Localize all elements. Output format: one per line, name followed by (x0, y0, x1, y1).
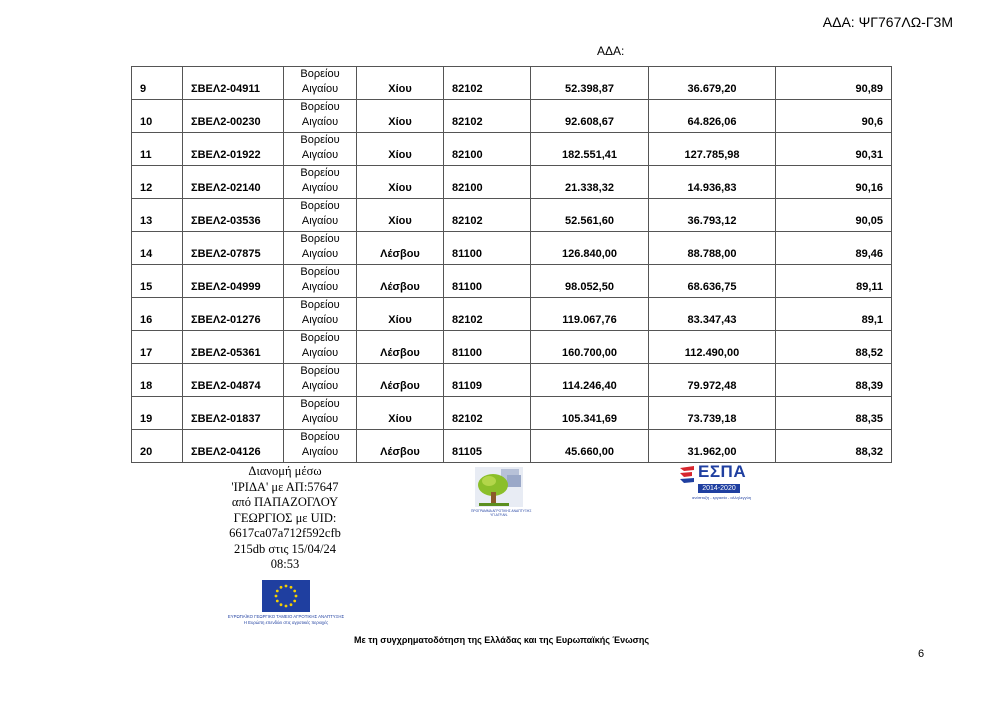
region-line: Βορείου (300, 101, 340, 113)
region-line: Βορείου (300, 398, 340, 410)
postal-code-cell: 82102 (444, 100, 531, 133)
espa-logo (678, 462, 752, 504)
application-code-cell: ΣΒΕΛ2-01922 (183, 133, 284, 166)
region-line: Αιγαίου (301, 347, 339, 359)
distribution-line: 215db στις 15/04/24 (233, 541, 337, 556)
eafrd-slogan: Η Ευρώπη επενδύει στις αγροτικές περιοχές (243, 619, 329, 625)
region-line: Αιγαίου (301, 248, 339, 260)
application-code-cell: ΣΒΕΛ2-04874 (183, 364, 284, 397)
score-cell: 90,05 (776, 199, 892, 232)
region-cell (284, 166, 357, 199)
region-cell (284, 232, 357, 265)
score-cell: 90,6 (776, 100, 892, 133)
score-cell: 90,31 (776, 133, 892, 166)
table-row (132, 364, 892, 397)
subsidy-amount-cell: 88.788,00 (649, 232, 776, 265)
row-index-cell: 11 (132, 133, 183, 166)
postal-code-cell: 81105 (444, 430, 531, 463)
budget-amount-cell: 45.660,00 (531, 430, 649, 463)
region-line: Αιγαίου (301, 83, 339, 95)
region-line: Βορείου (300, 332, 340, 344)
row-index-cell: 14 (132, 232, 183, 265)
application-code-cell: ΣΒΕΛ2-07875 (183, 232, 284, 265)
region-cell (284, 100, 357, 133)
prefecture-cell: Χίου (357, 133, 444, 166)
region-cell (284, 199, 357, 232)
region-cell (284, 133, 357, 166)
prefecture-cell: Λέσβου (357, 364, 444, 397)
prefecture-cell: Λέσβου (357, 430, 444, 463)
region-line: Βορείου (300, 134, 340, 146)
region-line: Αιγαίου (301, 149, 339, 161)
table-row (132, 265, 892, 298)
region-line: Βορείου (300, 167, 340, 179)
espa-title: ΕΣΠΑ (698, 462, 747, 481)
score-cell: 89,11 (776, 265, 892, 298)
subsidy-amount-cell: 127.785,98 (649, 133, 776, 166)
eu-flag-icon (262, 580, 310, 612)
postal-code-cell: 82102 (444, 67, 531, 100)
application-code-cell: ΣΒΕΛ2-04999 (183, 265, 284, 298)
subsidy-amount-cell: 68.636,75 (649, 265, 776, 298)
score-cell: 88,35 (776, 397, 892, 430)
budget-amount-cell: 105.341,69 (531, 397, 649, 430)
postal-code-cell: 81100 (444, 232, 531, 265)
prefecture-cell: Χίου (357, 397, 444, 430)
row-index-cell: 12 (132, 166, 183, 199)
region-line: Βορείου (300, 431, 340, 443)
region-line: Βορείου (300, 365, 340, 377)
prefecture-cell: Λέσβου (357, 232, 444, 265)
region-line: Αιγαίου (301, 215, 339, 227)
prefecture-cell: Λέσβου (357, 331, 444, 364)
distribution-line: 'ΙΡΙΔΑ' με ΑΠ:57647 (231, 479, 339, 494)
application-code-cell: ΣΒΕΛ2-04911 (183, 67, 284, 100)
region-cell (284, 265, 357, 298)
cofinance-note: Με τη συγχρηματοδότηση της Ελλάδας και της Ευρωπαϊκής Ένωσης (354, 635, 650, 645)
rural-ministry-caption: ΥΠ.ΑΓΡ.ΑΝ. (490, 513, 508, 517)
region-line: Αιγαίου (301, 116, 339, 128)
budget-amount-cell: 52.561,60 (531, 199, 649, 232)
row-index-cell: 19 (132, 397, 183, 430)
distribution-line: από ΠΑΠΑΖΟΓΛΟΥ (231, 495, 339, 509)
application-code-cell: ΣΒΕΛ2-01837 (183, 397, 284, 430)
postal-code-cell: 81100 (444, 265, 531, 298)
postal-code-cell: 82100 (444, 133, 531, 166)
prefecture-cell: Λέσβου (357, 265, 444, 298)
budget-amount-cell: 119.067,76 (531, 298, 649, 331)
budget-amount-cell: 21.338,32 (531, 166, 649, 199)
region-line: Βορείου (300, 266, 340, 278)
region-cell (284, 430, 357, 463)
postal-code-cell: 82100 (444, 166, 531, 199)
application-code-cell: ΣΒΕΛ2-02140 (183, 166, 284, 199)
score-cell: 88,52 (776, 331, 892, 364)
row-index-cell: 10 (132, 100, 183, 133)
table-row (132, 331, 892, 364)
tree-icon (471, 465, 527, 509)
prefecture-cell: Χίου (357, 166, 444, 199)
ada-label: ΑΔΑ: (597, 44, 625, 58)
row-index-cell: 20 (132, 430, 183, 463)
score-cell: 89,1 (776, 298, 892, 331)
row-index-cell: 9 (132, 67, 183, 100)
subsidy-amount-cell: 79.972,48 (649, 364, 776, 397)
prefecture-cell: Χίου (357, 199, 444, 232)
beneficiaries-table (131, 66, 892, 463)
distribution-line: 08:53 (270, 557, 300, 571)
table-row (132, 232, 892, 265)
region-line: Αιγαίου (301, 182, 339, 194)
application-code-cell: ΣΒΕΛ2-03536 (183, 199, 284, 232)
table-row (132, 397, 892, 430)
table-row (132, 430, 892, 463)
table-row (132, 67, 892, 100)
score-cell: 90,89 (776, 67, 892, 100)
subsidy-amount-cell: 31.962,00 (649, 430, 776, 463)
score-cell: 88,39 (776, 364, 892, 397)
score-cell: 90,16 (776, 166, 892, 199)
espa-mark-icon (678, 464, 696, 486)
row-index-cell: 18 (132, 364, 183, 397)
prefecture-cell: Χίου (357, 67, 444, 100)
subsidy-amount-cell: 14.936,83 (649, 166, 776, 199)
eafrd-caption: ΕΥΡΩΠΑΪΚΟ ΓΕΩΡΓΙΚΟ ΤΑΜΕΙΟ ΑΓΡΟΤΙΚΗΣ ΑΝΑΠΤΥΞΗΣ (227, 614, 345, 619)
budget-amount-cell: 98.052,50 (531, 265, 649, 298)
table-row (132, 166, 892, 199)
distribution-note (220, 464, 350, 573)
region-line: Βορείου (300, 200, 340, 212)
subsidy-amount-cell: 36.679,20 (649, 67, 776, 100)
score-cell: 89,46 (776, 232, 892, 265)
region-line: Αιγαίου (301, 281, 339, 293)
distribution-line: ΓΕΩΡΓΙΟΣ με UID: (233, 510, 337, 525)
region-line: Αιγαίου (301, 413, 339, 425)
region-cell (284, 331, 357, 364)
postal-code-cell: 81100 (444, 331, 531, 364)
table-row (132, 133, 892, 166)
region-line: Βορείου (300, 233, 340, 245)
postal-code-cell: 82102 (444, 298, 531, 331)
application-code-cell: ΣΒΕΛ2-04126 (183, 430, 284, 463)
region-cell (284, 397, 357, 430)
budget-amount-cell: 114.246,40 (531, 364, 649, 397)
row-index-cell: 17 (132, 331, 183, 364)
page-number: 6 (918, 648, 925, 660)
region-line: Βορείου (300, 68, 340, 80)
distribution-line: Διανομή μέσω (248, 464, 322, 478)
application-code-cell: ΣΒΕΛ2-00230 (183, 100, 284, 133)
region-cell (284, 67, 357, 100)
region-line: Βορείου (300, 299, 340, 311)
region-line: Αιγαίου (301, 446, 339, 458)
application-code-cell: ΣΒΕΛ2-05361 (183, 331, 284, 364)
subsidy-amount-cell: 112.490,00 (649, 331, 776, 364)
postal-code-cell: 81109 (444, 364, 531, 397)
budget-amount-cell: 126.840,00 (531, 232, 649, 265)
table-row (132, 298, 892, 331)
region-cell (284, 298, 357, 331)
row-index-cell: 13 (132, 199, 183, 232)
rural-program-caption: ΠΡΟΓΡΑΜΜΑ ΑΓΡΟΤΙΚΗΣ ΑΝΑΠΤΥΞΗΣ (471, 509, 532, 513)
table-row (132, 199, 892, 232)
budget-amount-cell: 160.700,00 (531, 331, 649, 364)
subsidy-amount-cell: 64.826,06 (649, 100, 776, 133)
table-row (132, 100, 892, 133)
budget-amount-cell: 92.608,67 (531, 100, 649, 133)
application-code-cell: ΣΒΕΛ2-01276 (183, 298, 284, 331)
postal-code-cell: 82102 (444, 397, 531, 430)
subsidy-amount-cell: 83.347,43 (649, 298, 776, 331)
subsidy-amount-cell: 73.739,18 (649, 397, 776, 430)
espa-years: 2014-2020 (698, 484, 740, 493)
eafrd-logo (226, 580, 346, 628)
region-line: Αιγαίου (301, 380, 339, 392)
score-cell: 88,32 (776, 430, 892, 463)
rural-development-logo (471, 465, 532, 517)
row-index-cell: 16 (132, 298, 183, 331)
prefecture-cell: Χίου (357, 298, 444, 331)
ada-code: ΑΔΑ: ΨΓ767ΛΩ-Γ3Μ (822, 14, 953, 30)
distribution-line: 6617ca07a712f592cfb (229, 526, 341, 540)
espa-motto: ανάπτυξη - εργασία - αλληλεγγύη (692, 495, 752, 500)
region-cell (284, 364, 357, 397)
row-index-cell: 15 (132, 265, 183, 298)
region-line: Αιγαίου (301, 314, 339, 326)
budget-amount-cell: 52.398,87 (531, 67, 649, 100)
prefecture-cell: Χίου (357, 100, 444, 133)
postal-code-cell: 82102 (444, 199, 531, 232)
budget-amount-cell: 182.551,41 (531, 133, 649, 166)
subsidy-amount-cell: 36.793,12 (649, 199, 776, 232)
